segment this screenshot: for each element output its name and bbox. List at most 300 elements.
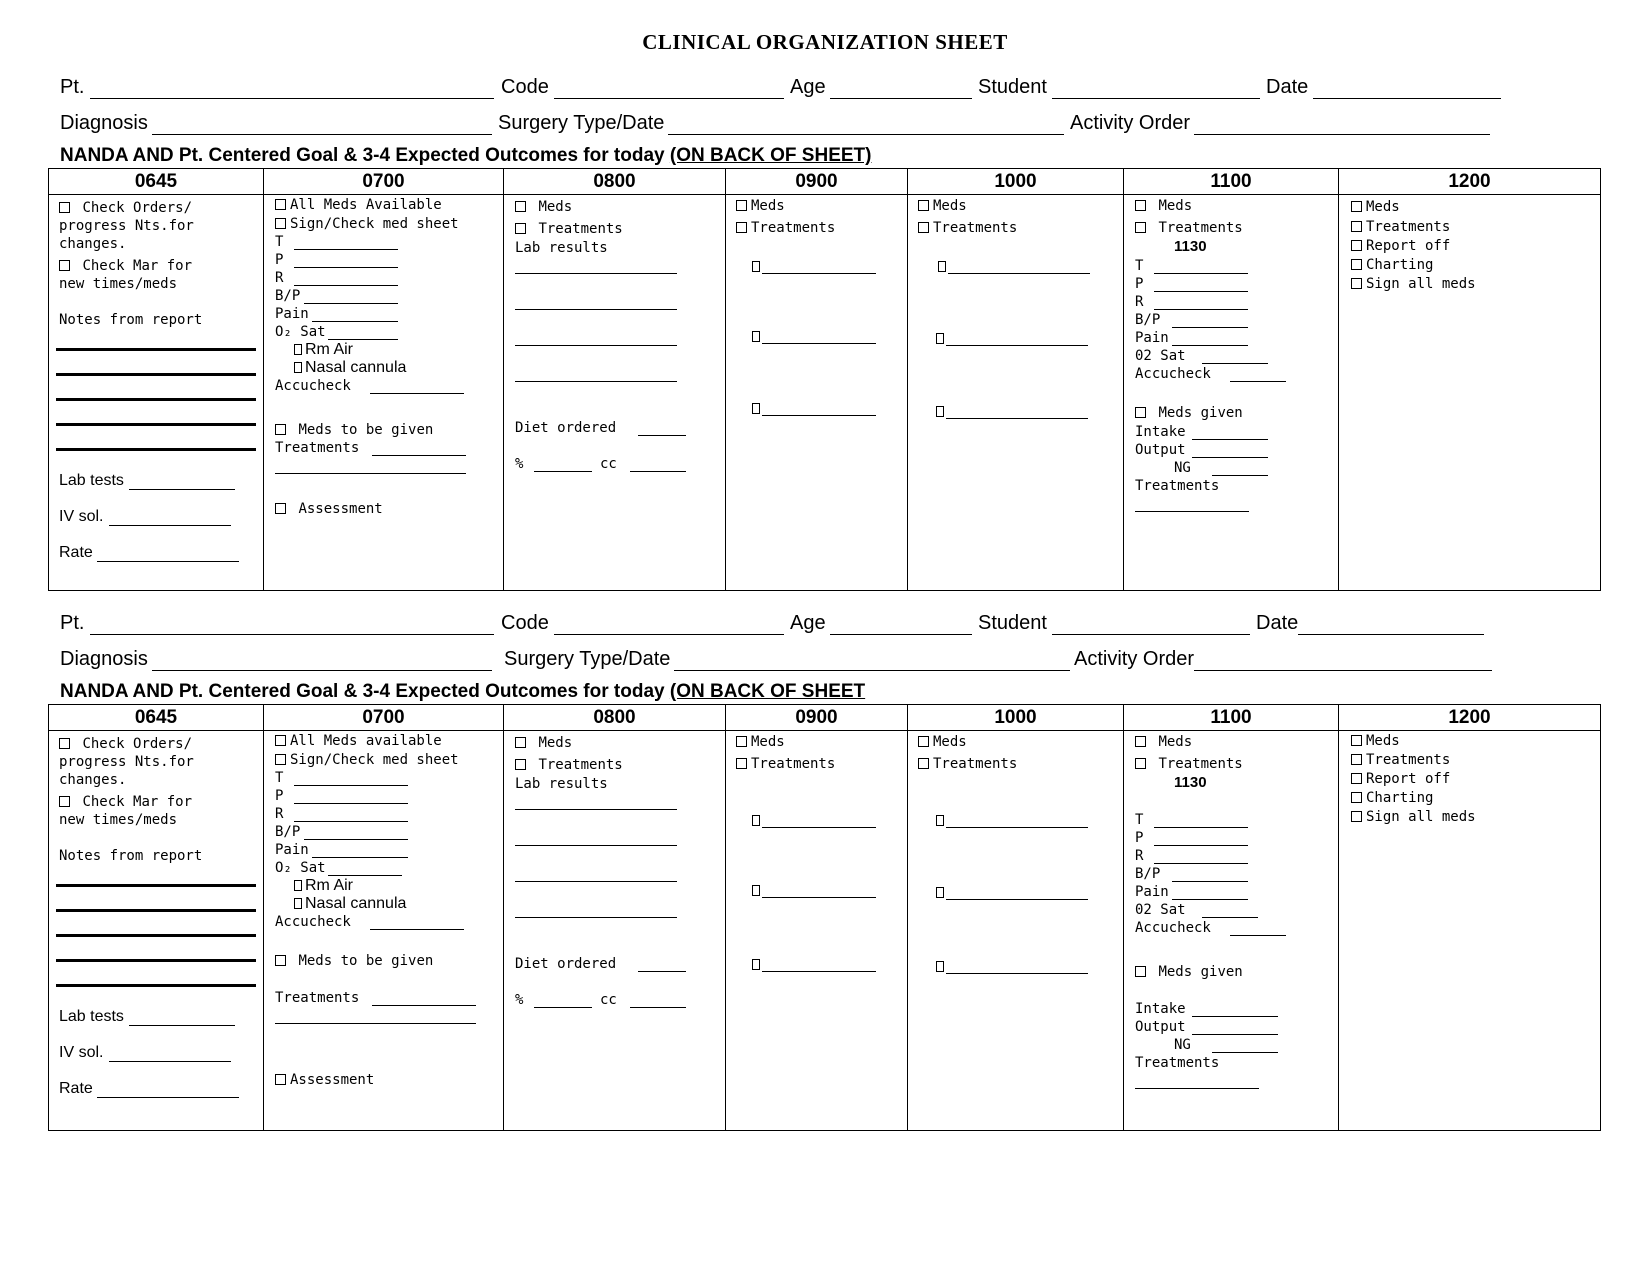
- checkbox-icon: [1351, 278, 1362, 289]
- bp-label: B/P: [1135, 312, 1161, 328]
- o2-sat-label: O₂ Sat: [275, 860, 326, 876]
- p-field[interactable]: [1154, 845, 1248, 846]
- date-label: Date: [1266, 76, 1309, 98]
- t-label: T: [1135, 258, 1144, 274]
- o2-sat-label: 02 Sat: [1135, 348, 1186, 364]
- r-label: R: [1135, 294, 1144, 310]
- o2-sat-label: O₂ Sat: [275, 324, 326, 340]
- rate-field[interactable]: [97, 561, 239, 562]
- activity-field[interactable]: [1194, 134, 1490, 135]
- column-header-1100: 1100: [1124, 169, 1338, 195]
- lab-result-line[interactable]: [515, 917, 677, 918]
- checkbox-icon: [1351, 221, 1362, 232]
- checkbox-icon: [515, 737, 526, 748]
- column-1100: [1124, 169, 1339, 590]
- treatments-item[interactable]: Treatments: [918, 755, 1017, 773]
- p-label: P: [275, 252, 284, 268]
- pain-field[interactable]: [1172, 899, 1248, 900]
- bp-field[interactable]: [1172, 881, 1248, 882]
- charting-item[interactable]: Charting: [1351, 789, 1433, 807]
- task-line[interactable]: [762, 897, 876, 898]
- output-label: Output: [1135, 1019, 1186, 1035]
- surgery-field[interactable]: [668, 134, 1064, 135]
- o2-sat-field[interactable]: [1202, 363, 1268, 364]
- column-0700: [264, 705, 504, 1130]
- notes-line[interactable]: [56, 448, 256, 451]
- sign-check-item[interactable]: Sign/Check med sheet: [275, 215, 459, 233]
- column-0700: [264, 169, 504, 590]
- treatments-field[interactable]: [275, 473, 466, 474]
- activity-label: Activity Order: [1070, 112, 1191, 134]
- check-orders-text: progress Nts.for: [59, 754, 194, 770]
- checkbox-icon: [275, 1074, 286, 1085]
- check-orders-item[interactable]: Check Orders/: [59, 199, 192, 217]
- cc-field[interactable]: [630, 1007, 686, 1008]
- age-label: Age: [790, 76, 826, 98]
- r-field[interactable]: [294, 285, 398, 286]
- lab-result-line[interactable]: [515, 345, 677, 346]
- intake-label: Intake: [1135, 1001, 1186, 1017]
- output-field[interactable]: [1192, 1034, 1278, 1035]
- lab-tests-field[interactable]: [129, 489, 235, 490]
- charting-item[interactable]: Charting: [1351, 256, 1433, 274]
- treatments-item[interactable]: Treatments: [1351, 751, 1450, 769]
- checkbox-icon: [294, 898, 302, 909]
- notes-line[interactable]: [56, 423, 256, 426]
- meds-item[interactable]: Meds: [736, 733, 785, 751]
- nasal-cannula-item[interactable]: Nasal cannula: [294, 895, 406, 913]
- date-field[interactable]: [1313, 98, 1501, 99]
- accucheck-field[interactable]: [1230, 381, 1286, 382]
- checkbox-icon: [275, 754, 286, 765]
- age-field[interactable]: [830, 634, 972, 635]
- check-mar-text: new times/meds: [59, 276, 178, 292]
- check-orders-text: changes.: [59, 236, 127, 252]
- diagnosis-field[interactable]: [152, 670, 492, 671]
- lab-result-line[interactable]: [515, 273, 677, 274]
- task-line[interactable]: [946, 827, 1088, 828]
- checkbox-icon: [294, 362, 302, 373]
- ng-label: NG: [1174, 460, 1191, 476]
- meds-item[interactable]: Meds: [1135, 197, 1192, 215]
- o2-sat-field[interactable]: [328, 875, 402, 876]
- checkbox-icon: [1351, 201, 1362, 212]
- nasal-cannula-item[interactable]: Nasal cannula: [294, 359, 406, 377]
- treatments-label: Treatments: [1135, 478, 1220, 494]
- r-field[interactable]: [1154, 863, 1248, 864]
- column-0900: [726, 169, 908, 590]
- column-header-0900: 0900: [726, 169, 907, 195]
- check-mar-text: new times/meds: [59, 812, 178, 828]
- task-line[interactable]: [762, 343, 876, 344]
- checkbox-icon: [918, 222, 929, 233]
- ng-field[interactable]: [1212, 1052, 1278, 1053]
- meds-given-item[interactable]: Meds given: [1135, 404, 1243, 422]
- checkbox-icon: [1351, 754, 1362, 765]
- pain-label: Pain: [275, 306, 309, 322]
- task-line[interactable]: [946, 345, 1088, 346]
- meds-to-give-item[interactable]: Meds to be given: [275, 421, 433, 439]
- percent-field[interactable]: [534, 1007, 592, 1008]
- pt-field[interactable]: [90, 634, 494, 635]
- r-field[interactable]: [294, 821, 408, 822]
- code-field[interactable]: [554, 98, 784, 99]
- page-title: CLINICAL ORGANIZATION SHEET: [642, 30, 1008, 54]
- task-line[interactable]: [948, 273, 1090, 274]
- treatments-field[interactable]: [275, 1023, 476, 1024]
- nanda-heading: NANDA AND Pt. Centered Goal & 3-4 Expected Outcomes for today (ON BACK OF SHEET: [60, 681, 866, 702]
- checkbox-icon: [515, 759, 526, 770]
- schedule-grid-1: [48, 168, 1601, 591]
- column-header-0645: 0645: [49, 169, 263, 195]
- notes-line[interactable]: [56, 984, 256, 987]
- treatments-field[interactable]: [372, 1005, 476, 1006]
- diagnosis-label: Diagnosis: [60, 648, 148, 670]
- check-orders-text: changes.: [59, 772, 127, 788]
- all-meds-item[interactable]: All Meds available: [275, 732, 442, 750]
- checkbox-icon: [294, 880, 302, 891]
- pain-field[interactable]: [312, 857, 408, 858]
- t-field[interactable]: [1154, 827, 1248, 828]
- date-field[interactable]: [1298, 634, 1484, 635]
- meds-item[interactable]: Meds: [918, 733, 967, 751]
- checkbox-icon: [275, 218, 286, 229]
- column-header-1200: 1200: [1339, 705, 1600, 731]
- sign-all-meds-item[interactable]: Sign all meds: [1351, 808, 1476, 826]
- intake-label: Intake: [1135, 424, 1186, 440]
- lab-result-line[interactable]: [515, 809, 677, 810]
- surgery-label: Surgery Type/Date: [498, 112, 665, 134]
- checkbox-icon: [275, 199, 286, 210]
- notes-line[interactable]: [56, 884, 256, 887]
- column-1100: [1124, 705, 1339, 1130]
- checkbox-icon: [1351, 811, 1362, 822]
- notes-line[interactable]: [56, 348, 256, 351]
- bp-field[interactable]: [304, 303, 398, 304]
- task-line[interactable]: [762, 273, 876, 274]
- t-field[interactable]: [294, 785, 408, 786]
- notes-line[interactable]: [56, 934, 256, 937]
- treatments-label: Treatments: [275, 990, 360, 1006]
- checkbox-icon: [1351, 240, 1362, 251]
- lab-result-line[interactable]: [515, 881, 677, 882]
- ng-field[interactable]: [1212, 475, 1268, 476]
- treatments-field[interactable]: [1135, 1088, 1259, 1089]
- bp-label: B/P: [275, 824, 301, 840]
- pain-label: Pain: [1135, 330, 1169, 346]
- sign-check-item[interactable]: Sign/Check med sheet: [275, 751, 459, 769]
- checkbox-icon: [736, 222, 747, 233]
- meds-item[interactable]: Meds: [515, 734, 572, 752]
- column-header-1000: 1000: [908, 705, 1123, 731]
- p-label: P: [1135, 830, 1144, 846]
- column-1200: [1339, 705, 1600, 1130]
- cc-field[interactable]: [630, 471, 686, 472]
- rate-field[interactable]: [97, 1097, 239, 1098]
- checkbox-icon: [736, 736, 747, 747]
- treatments-item[interactable]: Treatments: [1135, 755, 1243, 773]
- meds-item[interactable]: Meds: [515, 198, 572, 216]
- column-0900: [726, 705, 908, 1130]
- checkbox-icon: [936, 406, 944, 417]
- iv-sol-label: IV sol.: [59, 1044, 104, 1061]
- pain-label: Pain: [1135, 884, 1169, 900]
- p-label: P: [275, 788, 284, 804]
- r-label: R: [275, 806, 284, 822]
- treatments-item[interactable]: Treatments: [515, 220, 623, 238]
- check-orders-text: progress Nts.for: [59, 218, 194, 234]
- diagnosis-label: Diagnosis: [60, 112, 148, 134]
- checkbox-icon: [515, 223, 526, 234]
- o2-sat-field[interactable]: [328, 339, 398, 340]
- accucheck-label: Accucheck: [1135, 920, 1211, 936]
- date-label: Date: [1256, 612, 1299, 634]
- t-label: T: [1135, 812, 1144, 828]
- percent-label: %: [515, 456, 524, 472]
- checkbox-icon: [752, 331, 760, 342]
- column-header-0700: 0700: [264, 705, 503, 731]
- check-orders-item[interactable]: Check Orders/: [59, 735, 192, 753]
- task-line[interactable]: [762, 827, 876, 828]
- t-field[interactable]: [294, 249, 398, 250]
- checkbox-icon: [515, 201, 526, 212]
- notes-line[interactable]: [56, 398, 256, 401]
- checkbox-icon: [59, 202, 70, 213]
- checkbox-icon: [1351, 259, 1362, 270]
- checkbox-icon: [1135, 966, 1146, 977]
- column-header-0800: 0800: [504, 169, 725, 195]
- checkbox-icon: [936, 815, 944, 826]
- treatments-field[interactable]: [372, 455, 466, 456]
- r-label: R: [275, 270, 284, 286]
- p-field[interactable]: [294, 803, 408, 804]
- p-label: P: [1135, 276, 1144, 292]
- bp-label: B/P: [275, 288, 301, 304]
- column-0645: [49, 169, 264, 590]
- pain-field[interactable]: [1172, 345, 1248, 346]
- task-line[interactable]: [946, 418, 1088, 419]
- treatments-item[interactable]: Treatments: [1135, 219, 1243, 237]
- column-0645: [49, 705, 264, 1130]
- checkbox-icon: [275, 955, 286, 966]
- bp-label: B/P: [1135, 866, 1161, 882]
- checkbox-icon: [59, 738, 70, 749]
- lab-result-line[interactable]: [515, 309, 677, 310]
- sign-all-meds-item[interactable]: Sign all meds: [1351, 275, 1476, 293]
- activity-label: Activity Order: [1074, 648, 1195, 670]
- rm-air-item[interactable]: Rm Air: [294, 341, 353, 359]
- p-field[interactable]: [294, 267, 398, 268]
- checkbox-icon: [936, 887, 944, 898]
- surgery-field[interactable]: [674, 670, 1070, 671]
- checkbox-icon: [59, 796, 70, 807]
- column-1000: [908, 705, 1124, 1130]
- treatments-item[interactable]: Treatments: [1351, 218, 1450, 236]
- code-label: Code: [501, 76, 549, 98]
- checkbox-icon: [1351, 735, 1362, 746]
- iv-sol-label: IV sol.: [59, 508, 104, 525]
- intake-field[interactable]: [1192, 1016, 1278, 1017]
- column-0800: [504, 169, 726, 590]
- diet-ordered-label: Diet ordered: [515, 956, 617, 972]
- checkbox-icon: [294, 344, 302, 355]
- rm-air-item[interactable]: Rm Air: [294, 877, 353, 895]
- meds-item[interactable]: Meds: [1351, 732, 1400, 750]
- t-label: T: [275, 770, 284, 786]
- checkbox-icon: [1135, 736, 1146, 747]
- task-line[interactable]: [762, 415, 876, 416]
- column-0800: [504, 705, 726, 1130]
- age-label: Age: [790, 612, 826, 634]
- treatments-item[interactable]: Treatments: [918, 219, 1017, 237]
- checkbox-icon: [1135, 200, 1146, 211]
- meds-item[interactable]: Meds: [1135, 733, 1192, 751]
- time-1130-label: 1130: [1174, 774, 1207, 791]
- assessment-item[interactable]: Assessment: [275, 500, 383, 518]
- output-field[interactable]: [1192, 457, 1268, 458]
- meds-to-give-item[interactable]: Meds to be given: [275, 952, 433, 970]
- checkbox-icon: [275, 424, 286, 435]
- meds-item[interactable]: Meds: [1351, 198, 1400, 216]
- accucheck-label: Accucheck: [275, 378, 351, 394]
- pt-field[interactable]: [90, 98, 494, 99]
- bp-field[interactable]: [1172, 327, 1248, 328]
- notes-line[interactable]: [56, 909, 256, 912]
- checkbox-icon: [918, 736, 929, 747]
- o2-sat-label: 02 Sat: [1135, 902, 1186, 918]
- bp-field[interactable]: [304, 839, 408, 840]
- nanda-heading: NANDA AND Pt. Centered Goal & 3-4 Expected Outcomes for today (ON BACK OF SHEET): [60, 145, 872, 166]
- lab-tests-label: Lab tests: [59, 1008, 124, 1025]
- pt-label: Pt.: [60, 612, 85, 634]
- checkbox-icon: [752, 885, 760, 896]
- meds-item[interactable]: Meds: [918, 197, 967, 215]
- accucheck-field[interactable]: [370, 929, 464, 930]
- column-header-0800: 0800: [504, 705, 725, 731]
- column-header-1000: 1000: [908, 169, 1123, 195]
- meds-given-item[interactable]: Meds given: [1135, 963, 1243, 981]
- lab-tests-label: Lab tests: [59, 472, 124, 489]
- student-field[interactable]: [1052, 634, 1250, 635]
- task-line[interactable]: [762, 971, 876, 972]
- checkbox-icon: [736, 200, 747, 211]
- percent-label: %: [515, 992, 524, 1008]
- pain-field[interactable]: [312, 321, 398, 322]
- t-field[interactable]: [1154, 273, 1248, 274]
- percent-field[interactable]: [534, 471, 592, 472]
- output-label: Output: [1135, 442, 1186, 458]
- ng-label: NG: [1174, 1037, 1191, 1053]
- notes-label: Notes from report: [59, 848, 203, 864]
- report-off-item[interactable]: Report off: [1351, 770, 1450, 788]
- lab-result-line[interactable]: [515, 381, 677, 382]
- code-field[interactable]: [554, 634, 784, 635]
- task-line[interactable]: [946, 899, 1088, 900]
- checkbox-icon: [752, 959, 760, 970]
- checkbox-icon: [1135, 222, 1146, 233]
- checkbox-icon: [1351, 773, 1362, 784]
- diagnosis-field[interactable]: [152, 134, 492, 135]
- checkbox-icon: [752, 261, 760, 272]
- student-label: Student: [978, 76, 1047, 98]
- iv-sol-field[interactable]: [109, 525, 231, 526]
- column-header-0900: 0900: [726, 705, 907, 731]
- diet-ordered-field[interactable]: [638, 971, 686, 972]
- cc-label: cc: [600, 456, 617, 472]
- check-mar-item[interactable]: Check Mar for: [59, 793, 192, 811]
- check-mar-item[interactable]: Check Mar for: [59, 257, 192, 275]
- treatments-item[interactable]: Treatments: [515, 756, 623, 774]
- student-label: Student: [978, 612, 1047, 634]
- lab-results-label: Lab results: [515, 240, 608, 256]
- notes-line[interactable]: [56, 959, 256, 962]
- checkbox-icon: [918, 758, 929, 769]
- notes-label: Notes from report: [59, 312, 203, 328]
- treatments-item[interactable]: Treatments: [736, 755, 835, 773]
- checkbox-icon: [936, 333, 944, 344]
- assessment-item[interactable]: Assessment: [275, 1071, 374, 1089]
- t-label: T: [275, 234, 284, 250]
- checkbox-icon: [1135, 758, 1146, 769]
- checkbox-icon: [938, 261, 946, 272]
- column-1200: [1339, 169, 1600, 590]
- checkbox-icon: [936, 961, 944, 972]
- accucheck-field[interactable]: [370, 393, 464, 394]
- all-meds-item[interactable]: All Meds Available: [275, 196, 442, 214]
- schedule-grid-2: [48, 704, 1601, 1131]
- surgery-label: Surgery Type/Date: [504, 648, 671, 670]
- checkbox-icon: [1351, 792, 1362, 803]
- checkbox-icon: [918, 200, 929, 211]
- accucheck-label: Accucheck: [275, 914, 351, 930]
- accucheck-field[interactable]: [1230, 935, 1286, 936]
- iv-sol-field[interactable]: [109, 1061, 231, 1062]
- meds-item[interactable]: Meds: [736, 197, 785, 215]
- accucheck-label: Accucheck: [1135, 366, 1211, 382]
- notes-line[interactable]: [56, 373, 256, 376]
- treatments-label: Treatments: [1135, 1055, 1220, 1071]
- treatments-item[interactable]: Treatments: [736, 219, 835, 237]
- checkbox-icon: [59, 260, 70, 271]
- age-field[interactable]: [830, 98, 972, 99]
- checkbox-icon: [275, 735, 286, 746]
- checkbox-icon: [275, 503, 286, 514]
- checkbox-icon: [752, 815, 760, 826]
- treatments-field[interactable]: [1135, 511, 1249, 512]
- column-header-0700: 0700: [264, 169, 503, 195]
- student-field[interactable]: [1052, 98, 1260, 99]
- lab-results-label: Lab results: [515, 776, 608, 792]
- time-1130-label: 1130: [1174, 238, 1207, 255]
- p-field[interactable]: [1154, 291, 1248, 292]
- pt-label: Pt.: [60, 76, 85, 98]
- column-header-1100: 1100: [1124, 705, 1338, 731]
- lab-tests-field[interactable]: [129, 1025, 235, 1026]
- o2-sat-field[interactable]: [1202, 917, 1258, 918]
- code-label: Code: [501, 612, 549, 634]
- lab-result-line[interactable]: [515, 845, 677, 846]
- diet-ordered-field[interactable]: [638, 435, 686, 436]
- intake-field[interactable]: [1192, 439, 1268, 440]
- cc-label: cc: [600, 992, 617, 1008]
- diet-ordered-label: Diet ordered: [515, 420, 617, 436]
- column-header-1200: 1200: [1339, 169, 1600, 195]
- task-line[interactable]: [946, 973, 1088, 974]
- report-off-item[interactable]: Report off: [1351, 237, 1450, 255]
- checkbox-icon: [1135, 407, 1146, 418]
- r-field[interactable]: [1154, 309, 1248, 310]
- activity-field[interactable]: [1194, 670, 1492, 671]
